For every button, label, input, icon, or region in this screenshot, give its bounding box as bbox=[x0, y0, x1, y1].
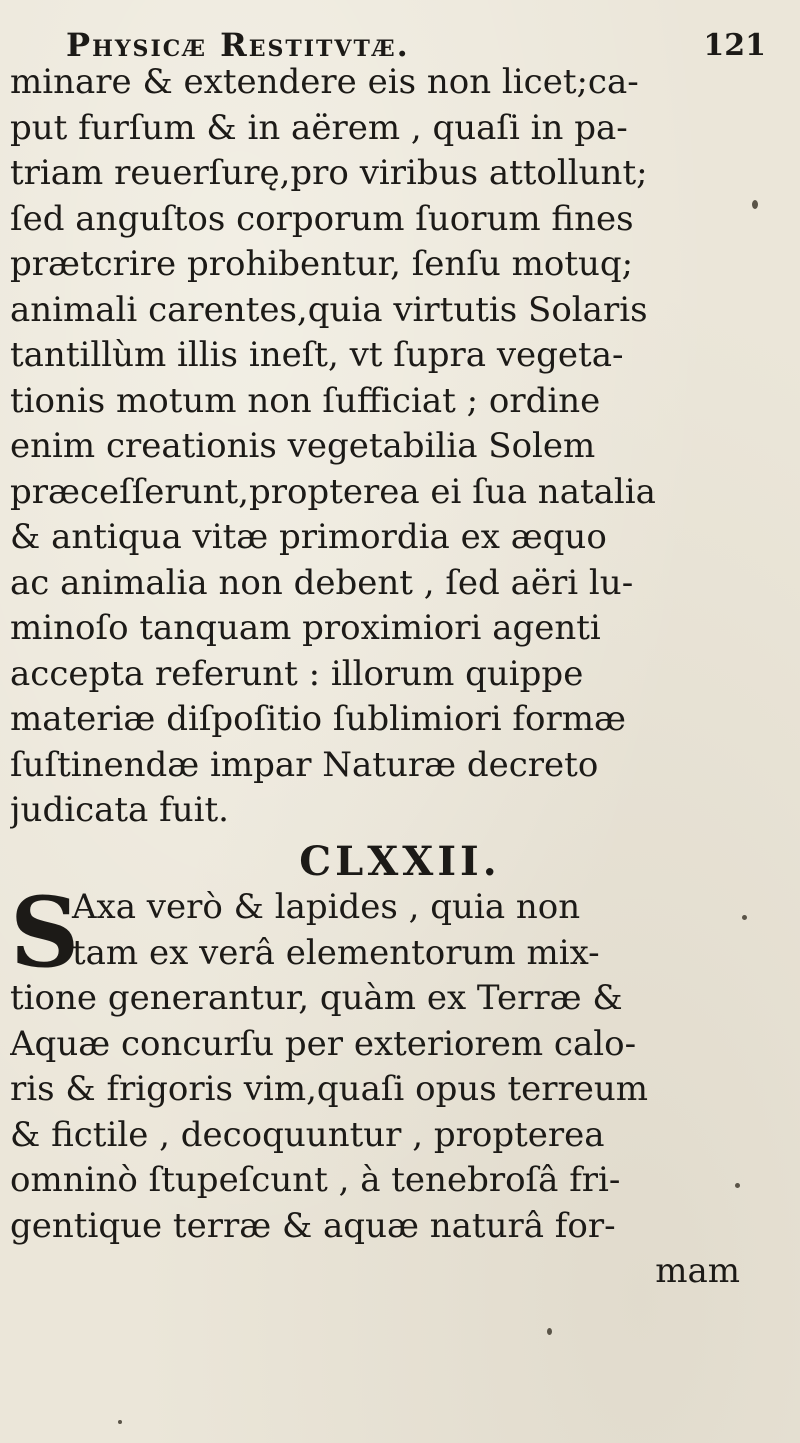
running-head: Physicæ Restitvtæ. bbox=[66, 26, 410, 64]
text-line: ſuſtinendæ impar Naturæ decreto bbox=[10, 744, 599, 785]
text-line: animali carentes,quia virtutis Solaris bbox=[10, 289, 648, 330]
paragraph-2 bbox=[10, 876, 780, 1295]
paper-speck bbox=[742, 915, 747, 920]
page-number: 121 bbox=[703, 28, 766, 63]
drop-cap: S bbox=[10, 876, 80, 989]
text-line: judicata fuit. bbox=[10, 790, 229, 830]
text-line: minare & extendere eis non licet;ca- bbox=[10, 62, 639, 102]
text-line: minoſo tanquam proximiori agenti bbox=[10, 608, 601, 648]
text-line: & antiqua vitæ primordia ex æquo bbox=[10, 517, 607, 557]
text-line: tantillùm illis ineſt, vt ſupra vegeta- bbox=[10, 335, 624, 375]
text-line: prætcrire prohibentur, ſenſu motuq; bbox=[10, 244, 634, 284]
paper-speck bbox=[118, 1420, 122, 1424]
text-line: Axa verò & lapides , quia non bbox=[72, 887, 581, 927]
text-line: ſed anguſtos corporum ſuorum fines bbox=[10, 198, 634, 239]
text-line: & fictile , decoquuntur , propterea bbox=[10, 1114, 605, 1155]
text-line: ris & frigoris vim,quaſi opus terreum bbox=[10, 1069, 649, 1109]
text-line: præceſſerunt,propterea ei ſua natalia bbox=[10, 471, 656, 512]
text-line: tionis motum non ſufficiat ; ordine bbox=[10, 380, 601, 421]
paper-speck bbox=[752, 200, 758, 209]
paragraph-1 bbox=[10, 60, 780, 834]
text-line: accepta referunt : illorum quippe bbox=[10, 653, 584, 694]
text-line: materiæ diſpoſitio ſublimiori formæ bbox=[10, 699, 626, 739]
text-line: enim creationis vegetabilia Solem bbox=[10, 426, 596, 466]
paper-speck bbox=[735, 1183, 740, 1188]
text-line: tione generantur, quàm ex Terræ & bbox=[10, 978, 623, 1018]
text-line: put furſum & in aërem , quaſi in pa- bbox=[10, 107, 628, 148]
catchword: mam bbox=[655, 1251, 740, 1291]
paper-speck bbox=[547, 1328, 552, 1335]
section-heading: CLXXII. bbox=[299, 838, 501, 885]
text-line: triam reuerſurę,pro viribus attollunt; bbox=[10, 153, 648, 193]
text-line: gentique terræ & aquæ naturâ for- bbox=[10, 1205, 616, 1246]
text-line: tam ex verâ elementorum mix- bbox=[72, 932, 600, 973]
text-line: ac animalia non debent , ſed aëri lu- bbox=[10, 562, 634, 603]
drop-cap-paragraph bbox=[10, 876, 780, 989]
text-line: omninò ſtupeſcunt , à tenebroſâ fri- bbox=[10, 1160, 621, 1200]
text-line: Aquæ concurſu per exteriorem calo- bbox=[10, 1023, 637, 1064]
